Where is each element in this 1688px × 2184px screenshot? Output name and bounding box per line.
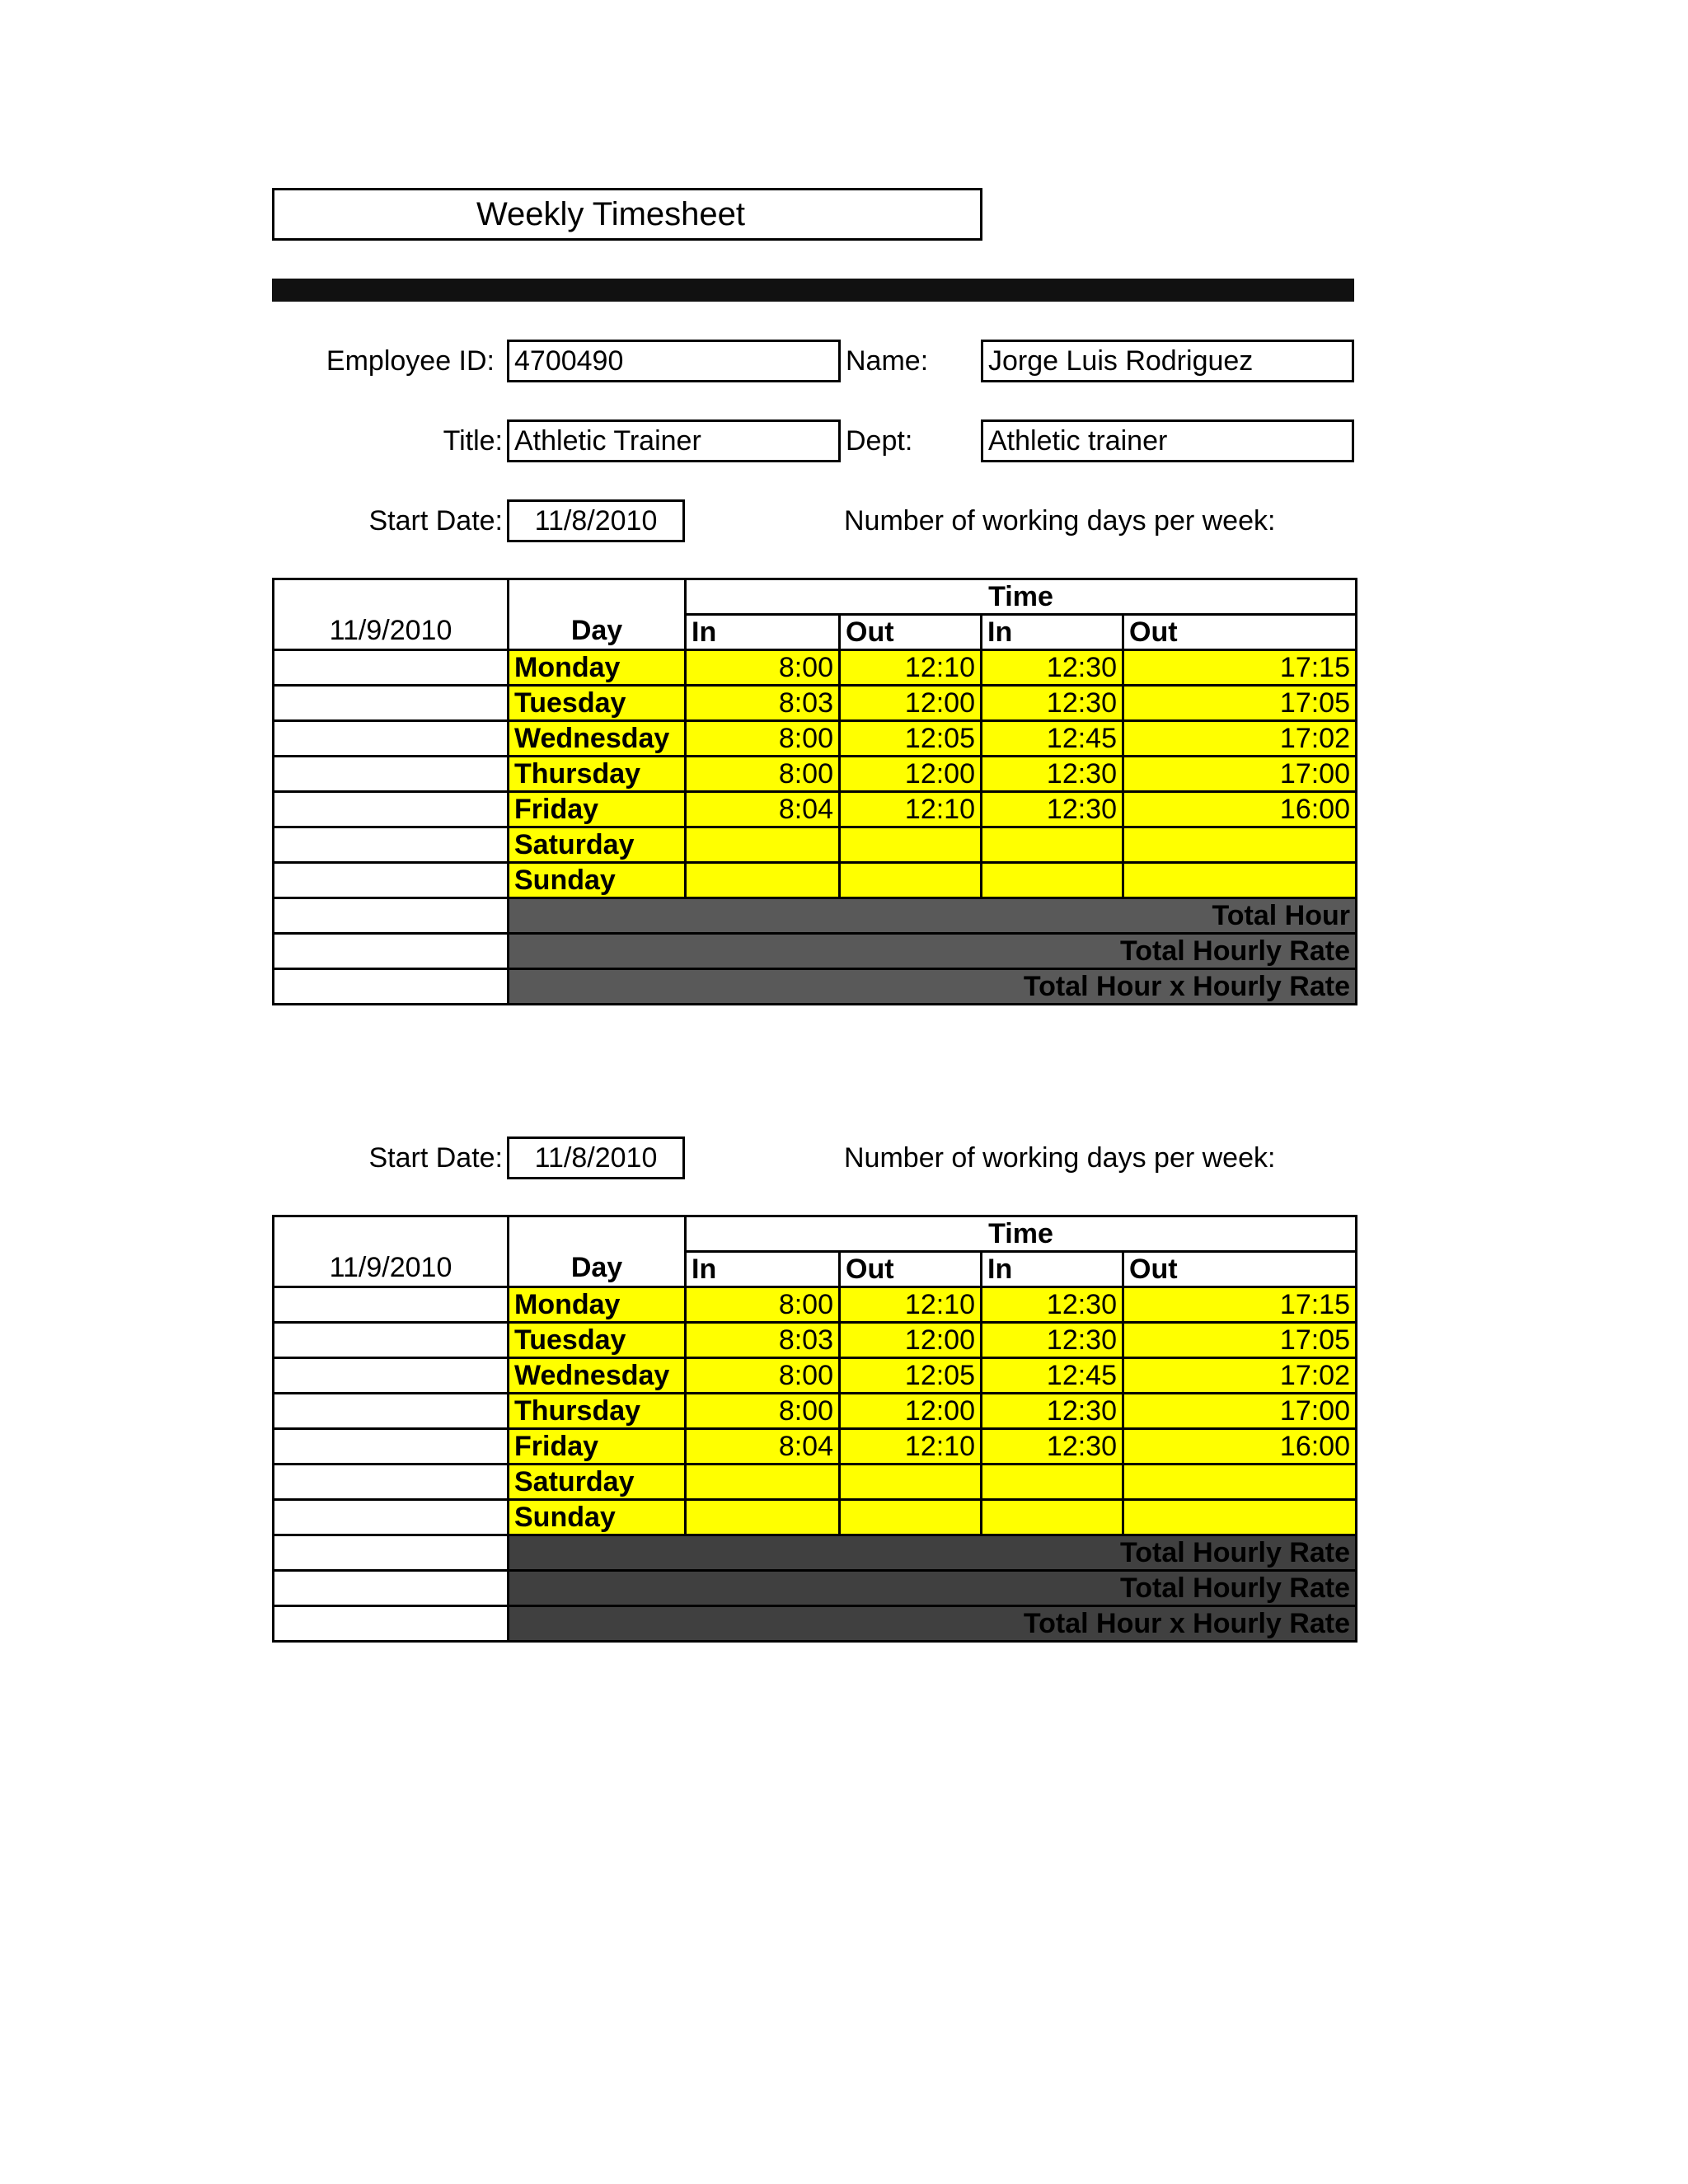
total-label: Total Hourly Rate bbox=[509, 1535, 1357, 1571]
time-cell[interactable]: 17:02 bbox=[1123, 721, 1357, 757]
row-note-cell[interactable] bbox=[274, 1358, 509, 1394]
time-cell[interactable]: 16:00 bbox=[1123, 792, 1357, 827]
table-row bbox=[274, 650, 1357, 686]
time-cell[interactable]: 12:00 bbox=[840, 1323, 982, 1358]
in-column-header: In bbox=[686, 1252, 840, 1287]
table-row bbox=[274, 1500, 1357, 1535]
day-name: Wednesday bbox=[509, 1358, 686, 1394]
header-row bbox=[274, 1216, 1357, 1252]
row-note-cell[interactable] bbox=[274, 1429, 509, 1465]
day-name: Thursday bbox=[509, 1394, 686, 1429]
time-cell[interactable] bbox=[840, 827, 982, 863]
day-name: Tuesday bbox=[509, 1323, 686, 1358]
working-days-label: Number of working days per week: bbox=[844, 1141, 1276, 1174]
time-cell[interactable]: 17:05 bbox=[1123, 686, 1357, 721]
row-note-cell[interactable] bbox=[274, 1465, 509, 1500]
day-name: Friday bbox=[509, 1429, 686, 1465]
timesheet-table-1 bbox=[272, 578, 1357, 1005]
total-value-cell[interactable] bbox=[274, 934, 509, 969]
total-value-cell[interactable] bbox=[274, 898, 509, 934]
time-cell[interactable]: 12:10 bbox=[840, 792, 982, 827]
out-column-header: Out bbox=[1123, 615, 1357, 650]
total-label: Total Hourly Rate bbox=[509, 1571, 1357, 1606]
day-name: Monday bbox=[509, 1287, 686, 1323]
table-row bbox=[274, 1465, 1357, 1500]
time-cell[interactable] bbox=[686, 827, 840, 863]
row-note-cell[interactable] bbox=[274, 721, 509, 757]
time-cell[interactable]: 12:00 bbox=[840, 1394, 982, 1429]
time-cell[interactable]: 8:00 bbox=[686, 757, 840, 792]
day-name: Saturday bbox=[509, 827, 686, 863]
time-column-header: Time bbox=[686, 579, 1357, 615]
time-cell[interactable]: 17:05 bbox=[1123, 1323, 1357, 1358]
total-value-cell[interactable] bbox=[274, 969, 509, 1005]
day-column-header: Day bbox=[509, 1216, 686, 1287]
out-column-header: Out bbox=[840, 1252, 982, 1287]
total-row bbox=[274, 934, 1357, 969]
day-name: Saturday bbox=[509, 1465, 686, 1500]
header-row bbox=[274, 579, 1357, 615]
day-name: Friday bbox=[509, 792, 686, 827]
time-cell[interactable]: 8:00 bbox=[686, 1394, 840, 1429]
timesheet-table-2 bbox=[272, 1215, 1357, 1643]
header-divider bbox=[272, 279, 1354, 302]
timesheet-title: Weekly Timesheet bbox=[272, 188, 982, 241]
table-row bbox=[274, 792, 1357, 827]
time-cell[interactable]: 12:00 bbox=[840, 757, 982, 792]
total-value-cell[interactable] bbox=[274, 1571, 509, 1606]
time-cell[interactable] bbox=[840, 863, 982, 898]
time-cell[interactable]: 12:05 bbox=[840, 721, 982, 757]
total-row bbox=[274, 1571, 1357, 1606]
time-cell[interactable] bbox=[1123, 1500, 1357, 1535]
time-cell[interactable]: 8:00 bbox=[686, 1358, 840, 1394]
table-row bbox=[274, 1323, 1357, 1358]
dept-label: Dept: bbox=[846, 424, 913, 457]
title-label: Title: bbox=[443, 424, 503, 457]
name-label: Name: bbox=[846, 344, 929, 377]
row-note-cell[interactable] bbox=[274, 1323, 509, 1358]
time-cell[interactable]: 12:45 bbox=[982, 721, 1123, 757]
time-cell[interactable] bbox=[686, 1500, 840, 1535]
day-name: Wednesday bbox=[509, 721, 686, 757]
table-row bbox=[274, 1358, 1357, 1394]
employee-id-label: Employee ID: bbox=[326, 344, 495, 377]
time-cell[interactable]: 12:30 bbox=[982, 686, 1123, 721]
row-note-cell[interactable] bbox=[274, 1287, 509, 1323]
total-label: Total Hour bbox=[509, 898, 1357, 934]
time-cell[interactable] bbox=[982, 827, 1123, 863]
time-cell[interactable]: 16:00 bbox=[1123, 1429, 1357, 1465]
time-cell[interactable]: 12:30 bbox=[982, 650, 1123, 686]
row-note-cell[interactable] bbox=[274, 863, 509, 898]
time-cell[interactable]: 8:03 bbox=[686, 1323, 840, 1358]
working-days-label: Number of working days per week: bbox=[844, 504, 1276, 537]
time-cell[interactable]: 12:30 bbox=[982, 757, 1123, 792]
time-cell[interactable]: 12:00 bbox=[840, 686, 982, 721]
out-column-header: Out bbox=[840, 615, 982, 650]
time-cell[interactable] bbox=[982, 1500, 1123, 1535]
time-cell[interactable]: 12:30 bbox=[982, 792, 1123, 827]
start-date-field[interactable]: 11/8/2010 bbox=[507, 1137, 685, 1179]
time-cell[interactable] bbox=[982, 863, 1123, 898]
total-row bbox=[274, 1606, 1357, 1642]
table-row bbox=[274, 1287, 1357, 1323]
total-label: Total Hour x Hourly Rate bbox=[509, 969, 1357, 1005]
day-name: Monday bbox=[509, 650, 686, 686]
time-cell[interactable]: 17:00 bbox=[1123, 1394, 1357, 1429]
row-note-cell[interactable] bbox=[274, 827, 509, 863]
time-cell[interactable] bbox=[840, 1465, 982, 1500]
table-row bbox=[274, 827, 1357, 863]
time-cell[interactable]: 17:15 bbox=[1123, 650, 1357, 686]
total-label: Total Hourly Rate bbox=[509, 934, 1357, 969]
time-cell[interactable]: 12:30 bbox=[982, 1394, 1123, 1429]
row-note-cell[interactable] bbox=[274, 686, 509, 721]
in-column-header: In bbox=[982, 615, 1123, 650]
day-name: Thursday bbox=[509, 757, 686, 792]
in-column-header: In bbox=[982, 1252, 1123, 1287]
row-note-cell[interactable] bbox=[274, 650, 509, 686]
time-cell[interactable] bbox=[686, 863, 840, 898]
time-cell[interactable]: 12:30 bbox=[982, 1323, 1123, 1358]
total-value-cell[interactable] bbox=[274, 1535, 509, 1571]
row-note-cell[interactable] bbox=[274, 792, 509, 827]
table-row bbox=[274, 721, 1357, 757]
week-date: 11/9/2010 bbox=[274, 579, 509, 650]
total-row bbox=[274, 1535, 1357, 1571]
time-cell[interactable] bbox=[1123, 827, 1357, 863]
time-cell[interactable]: 17:00 bbox=[1123, 757, 1357, 792]
out-column-header: Out bbox=[1123, 1252, 1357, 1287]
table-row bbox=[274, 686, 1357, 721]
time-cell[interactable]: 8:00 bbox=[686, 650, 840, 686]
dept-field[interactable]: Athletic trainer bbox=[981, 419, 1354, 462]
time-cell[interactable] bbox=[982, 1465, 1123, 1500]
table-row bbox=[274, 863, 1357, 898]
table-row bbox=[274, 1429, 1357, 1465]
time-cell[interactable]: 8:04 bbox=[686, 792, 840, 827]
time-cell[interactable] bbox=[1123, 1465, 1357, 1500]
day-column-header: Day bbox=[509, 579, 686, 650]
time-cell[interactable]: 8:04 bbox=[686, 1429, 840, 1465]
day-name: Sunday bbox=[509, 1500, 686, 1535]
total-label: Total Hour x Hourly Rate bbox=[509, 1606, 1357, 1642]
row-note-cell[interactable] bbox=[274, 757, 509, 792]
total-row bbox=[274, 969, 1357, 1005]
time-cell[interactable] bbox=[686, 1465, 840, 1500]
day-name: Tuesday bbox=[509, 686, 686, 721]
time-cell[interactable]: 12:10 bbox=[840, 1429, 982, 1465]
name-field[interactable]: Jorge Luis Rodriguez bbox=[981, 340, 1354, 382]
start-date-label: Start Date: bbox=[368, 1141, 503, 1174]
row-note-cell[interactable] bbox=[274, 1500, 509, 1535]
time-cell[interactable]: 8:00 bbox=[686, 721, 840, 757]
time-cell[interactable]: 12:10 bbox=[840, 650, 982, 686]
time-cell[interactable]: 12:10 bbox=[840, 1287, 982, 1323]
time-cell[interactable]: 12:45 bbox=[982, 1358, 1123, 1394]
time-cell[interactable]: 17:02 bbox=[1123, 1358, 1357, 1394]
employee-id-field[interactable]: 4700490 bbox=[507, 340, 841, 382]
time-cell[interactable] bbox=[1123, 863, 1357, 898]
day-name: Sunday bbox=[509, 863, 686, 898]
total-value-cell[interactable] bbox=[274, 1606, 509, 1642]
start-date-label: Start Date: bbox=[368, 504, 503, 537]
time-cell[interactable]: 12:30 bbox=[982, 1287, 1123, 1323]
time-cell[interactable]: 17:15 bbox=[1123, 1287, 1357, 1323]
start-date-field[interactable]: 11/8/2010 bbox=[507, 499, 685, 542]
total-row bbox=[274, 898, 1357, 934]
table-row bbox=[274, 757, 1357, 792]
time-cell[interactable]: 8:03 bbox=[686, 686, 840, 721]
time-cell[interactable]: 8:00 bbox=[686, 1287, 840, 1323]
week-date: 11/9/2010 bbox=[274, 1216, 509, 1287]
title-field[interactable]: Athletic Trainer bbox=[507, 419, 841, 462]
in-column-header: In bbox=[686, 615, 840, 650]
time-cell[interactable] bbox=[840, 1500, 982, 1535]
time-cell[interactable]: 12:05 bbox=[840, 1358, 982, 1394]
row-note-cell[interactable] bbox=[274, 1394, 509, 1429]
time-column-header: Time bbox=[686, 1216, 1357, 1252]
table-row bbox=[274, 1394, 1357, 1429]
time-cell[interactable]: 12:30 bbox=[982, 1429, 1123, 1465]
